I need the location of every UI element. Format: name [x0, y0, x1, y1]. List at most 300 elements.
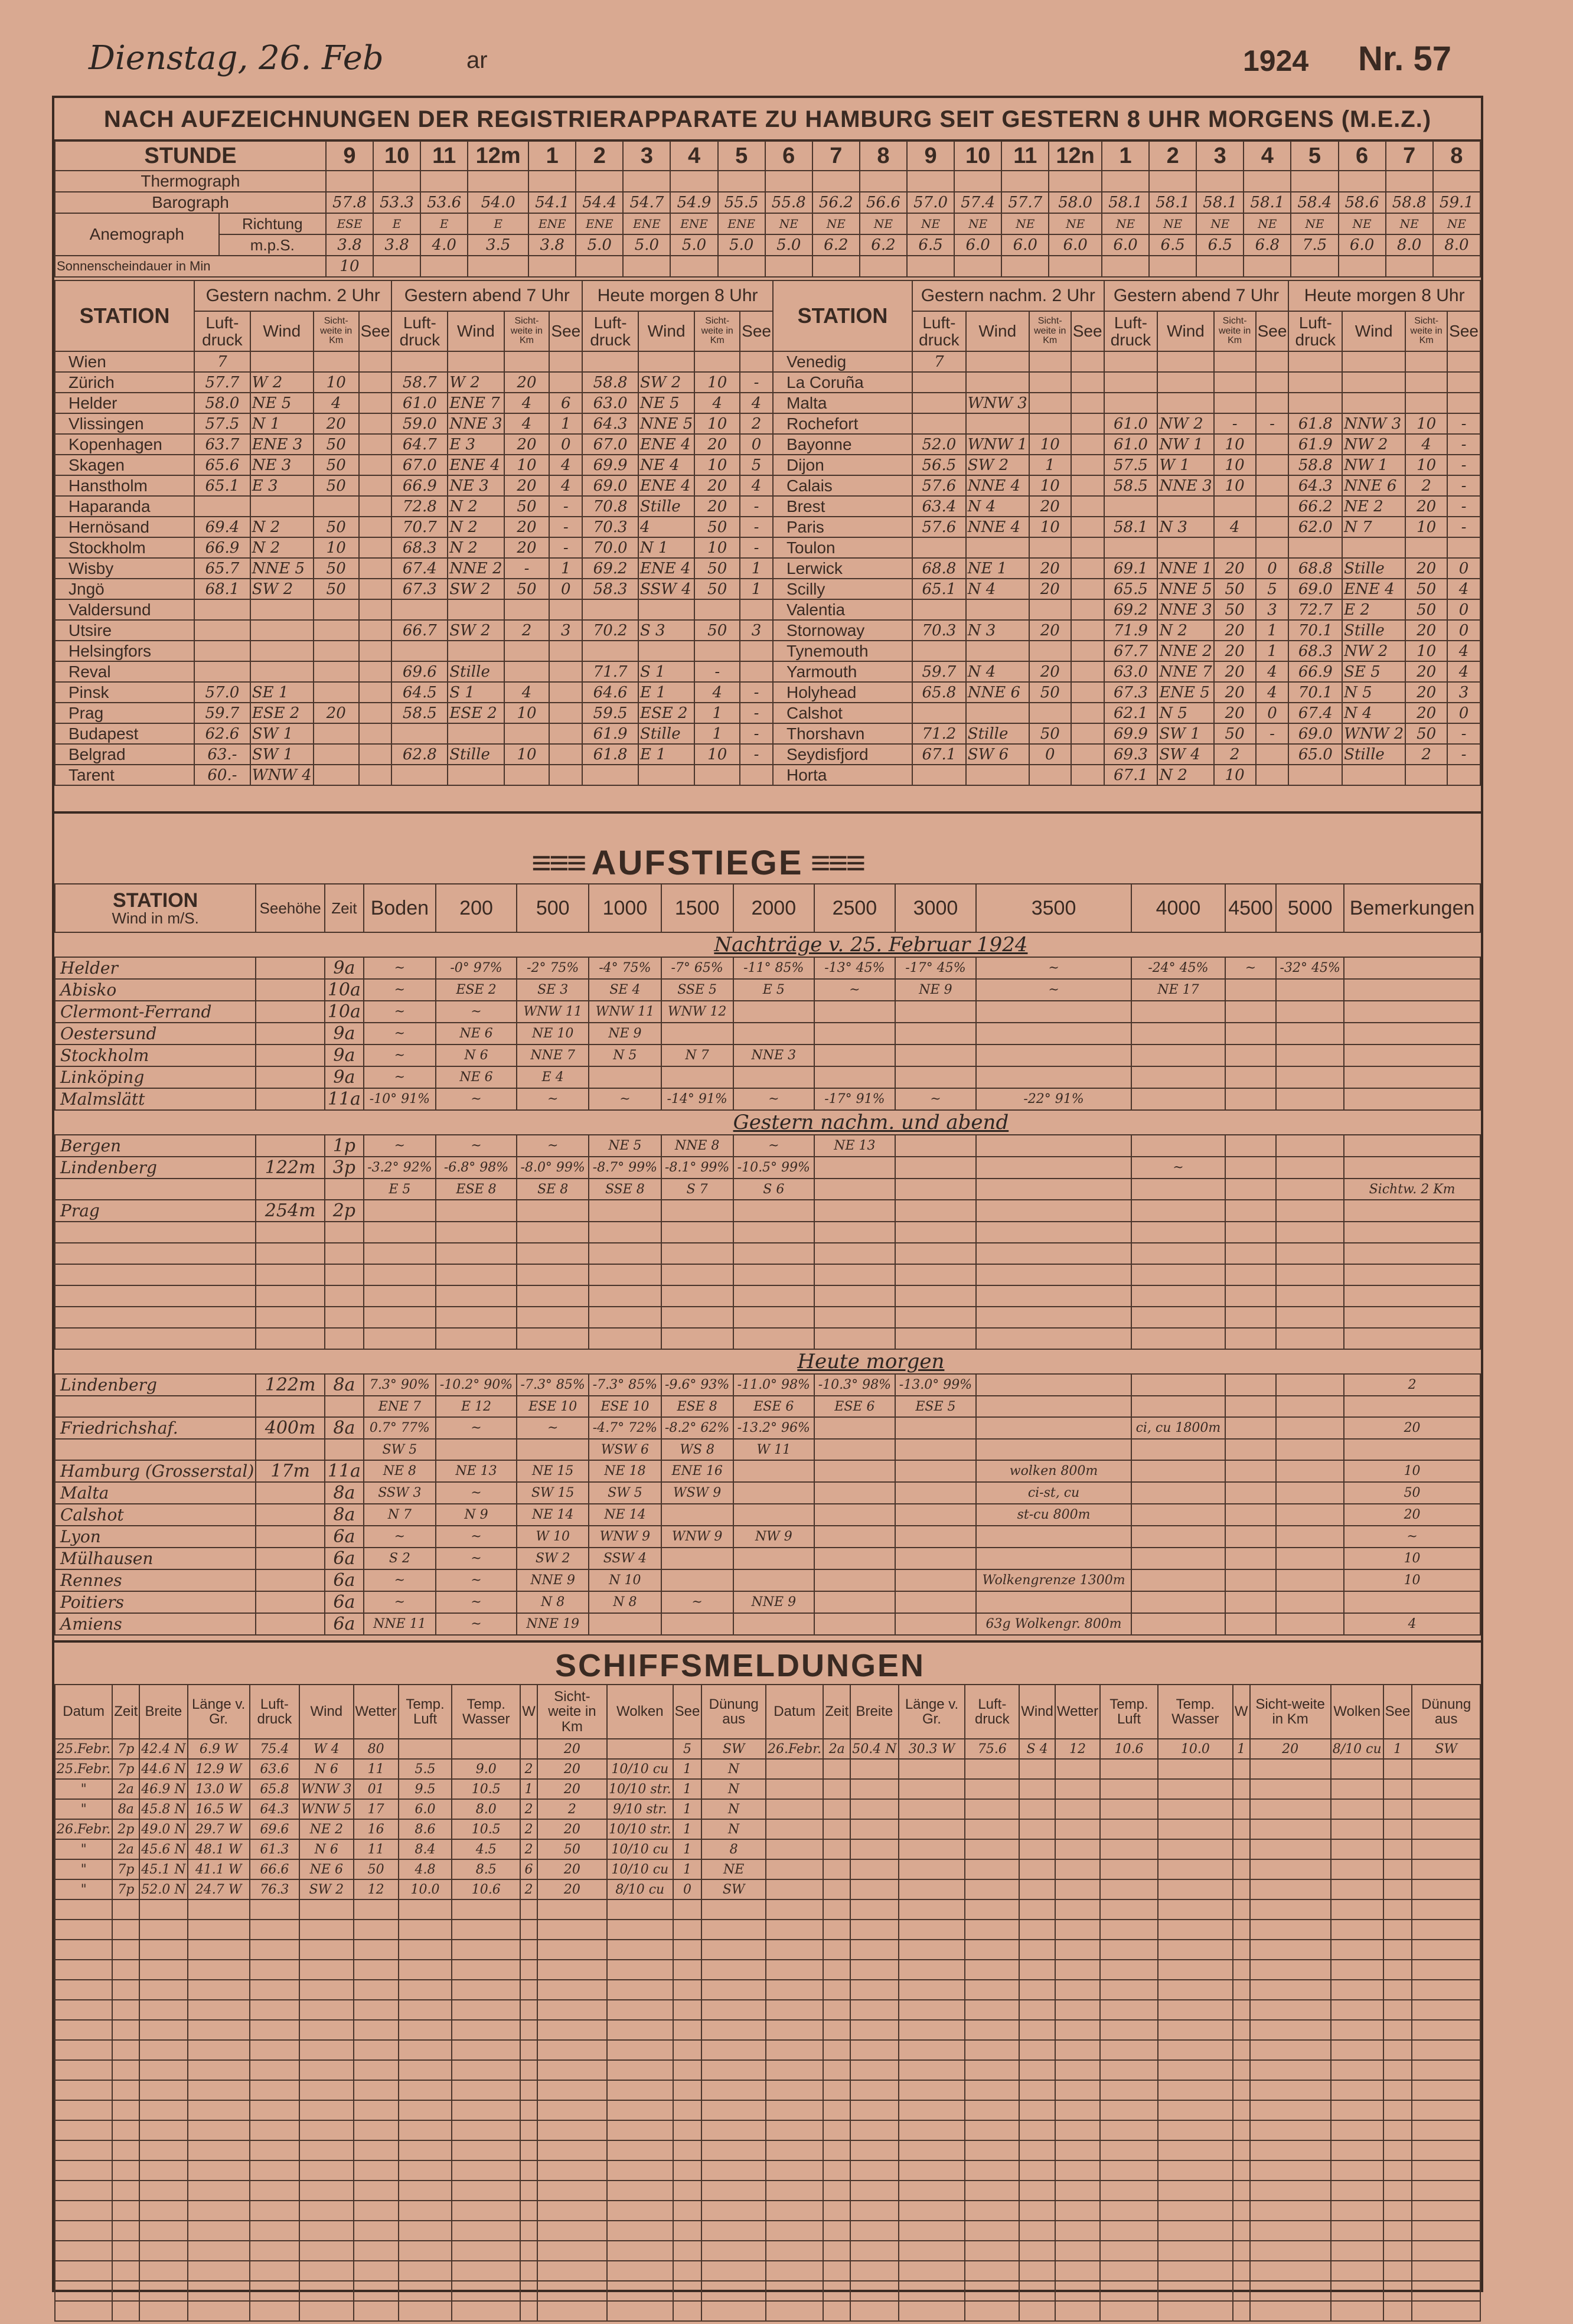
- cell: [965, 1839, 1019, 1859]
- cell: [1131, 1460, 1225, 1482]
- cell: E 4: [517, 1066, 589, 1088]
- cell: [1225, 1460, 1277, 1482]
- cell: [823, 2261, 850, 2281]
- cell: -10.5° 99%: [733, 1157, 814, 1179]
- cell: 56.5: [912, 455, 966, 475]
- cell: [976, 1526, 1131, 1548]
- cell: [1158, 2060, 1233, 2080]
- station-name: [55, 1396, 256, 1417]
- cell: -: [1256, 723, 1289, 744]
- cell: 10/10 str.: [607, 1819, 673, 1839]
- col-header: Wolken: [607, 1685, 673, 1739]
- cell: [1019, 2281, 1055, 2301]
- cell: [899, 1799, 965, 1819]
- aufstiege-row: [55, 1569, 1480, 1591]
- cell: [250, 2261, 299, 2281]
- cell: ~: [436, 1088, 517, 1110]
- cell: [1412, 2301, 1480, 2321]
- cell: -: [694, 661, 740, 682]
- cell: 0: [740, 434, 773, 455]
- aufstiege-row: [55, 1045, 1480, 1066]
- cell: [1383, 1879, 1412, 1899]
- hour-cell: 2: [576, 141, 623, 171]
- ship-row: [766, 2160, 1480, 2181]
- cell: [670, 256, 717, 277]
- cell: [701, 1920, 766, 1940]
- cell: [1331, 1859, 1383, 1879]
- cell: [1233, 2040, 1250, 2060]
- cell: [1331, 1879, 1383, 1899]
- cell: 58.1: [1244, 192, 1291, 213]
- cell: 69.9: [1104, 723, 1158, 744]
- cell: [325, 1179, 364, 1200]
- cell: [1157, 496, 1213, 517]
- cell: [814, 1200, 895, 1222]
- cell: -: [549, 517, 582, 537]
- cell: [299, 1920, 353, 1940]
- cell: [1100, 2120, 1158, 2140]
- cell: [1383, 2140, 1412, 2160]
- cell: [589, 1328, 661, 1349]
- cell: [1029, 413, 1071, 434]
- aufstiege-row: [55, 1135, 1480, 1157]
- cell: 9.0: [452, 1759, 520, 1779]
- cell: [1250, 1960, 1331, 1980]
- cell: 64.3: [582, 413, 638, 434]
- cell: [701, 2000, 766, 2020]
- cell: [1049, 171, 1102, 192]
- cell: [976, 1157, 1131, 1179]
- cell: 4: [694, 682, 740, 703]
- cell: [537, 1960, 607, 1980]
- cell: [1383, 2080, 1412, 2100]
- cell: 20: [694, 475, 740, 496]
- cell: [607, 2000, 673, 2020]
- cell: [661, 1264, 733, 1285]
- cell: 63g Wolkengr. 800m: [976, 1613, 1131, 1635]
- cell: [823, 2060, 850, 2080]
- cell: [256, 1328, 325, 1349]
- cell: NNE 6: [966, 682, 1029, 703]
- cell: 50: [314, 455, 359, 475]
- cell: [504, 661, 550, 682]
- cell: [1412, 2000, 1480, 2020]
- cell: [1344, 1439, 1480, 1460]
- cell: NE 6: [299, 1859, 353, 1879]
- cell: 9/10 str.: [607, 1799, 673, 1819]
- station-row: [773, 434, 1480, 455]
- cell: 20: [1029, 496, 1071, 517]
- cell: WNW 9: [589, 1526, 661, 1548]
- cell: [673, 2221, 702, 2241]
- cell: [899, 1759, 965, 1779]
- cell: [740, 351, 773, 372]
- cell: 57.0: [194, 682, 250, 703]
- note-row: [55, 1110, 1480, 1135]
- cell: [354, 2221, 399, 2241]
- cell: [899, 2301, 965, 2321]
- cell: [899, 1819, 965, 1839]
- cell: [436, 1200, 517, 1222]
- cell: [448, 599, 504, 620]
- cell: [537, 2201, 607, 2221]
- col-header: Wolken: [1331, 1685, 1383, 1739]
- cell: [850, 2020, 898, 2040]
- cell: 61.3: [250, 1839, 299, 1859]
- cell: [1233, 1960, 1250, 1980]
- cell: 58.8: [582, 372, 638, 393]
- station-row: [55, 455, 773, 475]
- cell: [1250, 1899, 1331, 1920]
- cell: 4: [504, 393, 550, 413]
- cell: [976, 1200, 1131, 1222]
- cell: -7° 65%: [661, 957, 733, 979]
- cell: [1250, 1779, 1331, 1799]
- cell: 20: [1214, 703, 1256, 723]
- aufstiege-row: [55, 1088, 1480, 1110]
- cell: -: [1447, 744, 1480, 765]
- station-name: Skagen: [55, 455, 194, 475]
- cell: -: [740, 496, 773, 517]
- cell: [1158, 1899, 1233, 1920]
- cell: [520, 2120, 537, 2140]
- col-header: Wind: [638, 311, 694, 351]
- station-name: [55, 1439, 256, 1460]
- cell: [1250, 2241, 1331, 2261]
- cell: 10: [1214, 475, 1256, 496]
- cell: [1412, 1899, 1480, 1920]
- cell: ~: [436, 1613, 517, 1635]
- cell: 45.8 N: [139, 1799, 187, 1819]
- cell: [452, 2181, 520, 2201]
- cell: ~: [733, 1135, 814, 1157]
- station-row: [55, 372, 773, 393]
- station-row: [773, 413, 1480, 434]
- cell: [694, 641, 740, 661]
- cell: [55, 932, 256, 957]
- ship-row: [766, 1940, 1480, 1960]
- cell: 61.0: [391, 393, 448, 413]
- cell: [250, 2080, 299, 2100]
- cell: [814, 1157, 895, 1179]
- cell: [823, 2100, 850, 2120]
- cell: [112, 2060, 139, 2080]
- ship-row: [766, 1739, 1480, 1759]
- cell: [1291, 256, 1338, 277]
- cell: 62.8: [391, 744, 448, 765]
- cell: [814, 1307, 895, 1328]
- cell: [188, 2080, 250, 2100]
- cell: 8.0: [1386, 234, 1433, 256]
- cell: [895, 1417, 976, 1439]
- cell: 10: [1214, 455, 1256, 475]
- cell: [452, 2140, 520, 2160]
- station-row: [773, 496, 1480, 517]
- cell: [1233, 2201, 1250, 2221]
- cell: [1276, 1001, 1344, 1023]
- cell: [1383, 1899, 1412, 1920]
- cell: [1071, 517, 1104, 537]
- cell: [1383, 1859, 1412, 1879]
- col-header: Wind: [1157, 311, 1213, 351]
- cell: [1331, 1899, 1383, 1920]
- cell: [582, 765, 638, 785]
- cell: WNW 4: [250, 765, 314, 785]
- station-name: Kopenhagen: [55, 434, 194, 455]
- cell: [895, 1526, 976, 1548]
- cell: [55, 2301, 112, 2321]
- year: 1924: [1243, 44, 1309, 77]
- cell: [966, 765, 1029, 785]
- cell: [517, 1328, 589, 1349]
- cell: [1386, 171, 1433, 192]
- cell: [399, 1920, 452, 1940]
- cell: [325, 1222, 364, 1243]
- cell: [823, 2181, 850, 2201]
- cell: [899, 2201, 965, 2221]
- cell: [823, 1879, 850, 1899]
- cell: [391, 641, 448, 661]
- divider: [54, 1640, 1481, 1643]
- group-header: Gestern nachm. 2 Uhr: [194, 280, 391, 311]
- cell: [436, 1264, 517, 1285]
- cell: [1276, 1591, 1344, 1613]
- cell: 6a: [325, 1548, 364, 1569]
- col-header: Wind: [1342, 311, 1405, 351]
- station-row: [773, 599, 1480, 620]
- cell: 57.7: [1001, 192, 1049, 213]
- cell: 6.0: [1049, 234, 1102, 256]
- cell: [607, 2221, 673, 2241]
- cell: 70.7: [391, 517, 448, 537]
- empty-row: [55, 1243, 1480, 1264]
- cell: [740, 765, 773, 785]
- station-name: Paris: [773, 517, 912, 537]
- cell: [112, 2221, 139, 2241]
- cell: [694, 351, 740, 372]
- cell: 8a: [325, 1417, 364, 1439]
- cell: [520, 1940, 537, 1960]
- cell: [1225, 1285, 1277, 1307]
- cell: [1344, 1591, 1480, 1613]
- cell: [589, 1285, 661, 1307]
- cell: 20: [1405, 703, 1447, 723]
- cell: [1071, 661, 1104, 682]
- cell: 10.0: [399, 1879, 452, 1899]
- cell: [1233, 1879, 1250, 1899]
- cell: [504, 723, 550, 744]
- cell: [517, 1200, 589, 1222]
- cell: [399, 2281, 452, 2301]
- cell: [1383, 1920, 1412, 1940]
- cell: [895, 1482, 976, 1504]
- cell: [607, 1960, 673, 1980]
- cell: [1331, 2140, 1383, 2160]
- cell: [256, 1526, 325, 1548]
- cell: [520, 2301, 537, 2321]
- cell: [1225, 1243, 1277, 1264]
- cell: [55, 1285, 256, 1307]
- cell: [364, 1264, 436, 1285]
- hour-cell: 9: [326, 141, 373, 171]
- ship-row: [766, 2140, 1480, 2160]
- ship-row: [766, 2080, 1480, 2100]
- cell: [1383, 2000, 1412, 2020]
- cell: 10: [1029, 434, 1071, 455]
- cell: 58.4: [1291, 192, 1338, 213]
- cell: 80: [354, 1739, 399, 1759]
- cell: 65.5: [1104, 579, 1158, 599]
- cell: [899, 2020, 965, 2040]
- cell: [452, 2261, 520, 2281]
- cell: 8/10 cu: [1331, 1739, 1383, 1759]
- cell: [912, 537, 966, 558]
- cell: -6.8° 98%: [436, 1157, 517, 1179]
- cell: E 2: [1342, 599, 1405, 620]
- cell: SSE 8: [589, 1179, 661, 1200]
- cell: [359, 372, 392, 393]
- cell: ~: [733, 1088, 814, 1110]
- cell: 0: [549, 579, 582, 599]
- cell: [1131, 1023, 1225, 1045]
- group-header: Gestern nachm. 2 Uhr: [912, 280, 1104, 311]
- cell: -: [1447, 413, 1480, 434]
- cell: [1331, 2241, 1383, 2261]
- cell: 7p: [112, 1879, 139, 1899]
- cell: [1412, 1859, 1480, 1879]
- cell: [139, 2181, 187, 2201]
- cell: [661, 1200, 733, 1222]
- cell: [850, 1960, 898, 1980]
- station-name: Amiens: [55, 1613, 256, 1635]
- station-name: Vlissingen: [55, 413, 194, 434]
- col-header: Wind: [966, 311, 1029, 351]
- hourly-table: [54, 141, 1481, 278]
- cell: SW 1: [250, 744, 314, 765]
- cell: [1344, 957, 1480, 979]
- cell: NW 2: [1342, 641, 1405, 661]
- cell: 2a: [112, 1839, 139, 1859]
- cell: [1344, 1200, 1480, 1222]
- cell: [1019, 2120, 1055, 2140]
- cell: [517, 1307, 589, 1328]
- cell: 6.2: [812, 234, 860, 256]
- station-name: Horta: [773, 765, 912, 785]
- cell: [325, 932, 364, 957]
- cell: [912, 765, 966, 785]
- cell: SW: [1412, 1739, 1480, 1759]
- cell: SE 8: [517, 1179, 589, 1200]
- cell: ~: [436, 1569, 517, 1591]
- cell: [299, 2281, 353, 2301]
- cell: [899, 2140, 965, 2160]
- cell: 6a: [325, 1613, 364, 1635]
- cell: -: [740, 703, 773, 723]
- cell: [256, 1110, 325, 1135]
- cell: [766, 2261, 823, 2281]
- cell: [1131, 1264, 1225, 1285]
- cell: [1331, 2060, 1383, 2080]
- cell: Stille: [966, 723, 1029, 744]
- cell: [194, 661, 250, 682]
- cell: [112, 1980, 139, 2000]
- cell: -: [1447, 455, 1480, 475]
- cell: [966, 537, 1029, 558]
- cell: [1331, 2160, 1383, 2181]
- cell: [1019, 2040, 1055, 2060]
- cell: 67.1: [1104, 765, 1158, 785]
- cell: SE 1: [250, 682, 314, 703]
- cell: [1288, 393, 1342, 413]
- cell: [1412, 2020, 1480, 2040]
- cell: N 2: [1157, 765, 1213, 785]
- cell: 67.0: [582, 434, 638, 455]
- ship-row: [55, 2060, 766, 2080]
- cell: [1383, 2181, 1412, 2201]
- col-header: Temp. Wasser: [1158, 1685, 1233, 1739]
- cell: 2: [520, 1879, 537, 1899]
- cell: 67.7: [1104, 641, 1158, 661]
- cell: [1157, 351, 1213, 372]
- cell: 53.3: [373, 192, 420, 213]
- station-name: Valentia: [773, 599, 912, 620]
- cell: [1225, 1200, 1277, 1222]
- cell: [607, 1980, 673, 2000]
- cell: [112, 1960, 139, 1980]
- cell: [1131, 1285, 1225, 1307]
- cell: 65.6: [194, 455, 250, 475]
- col-header: 3500: [976, 884, 1131, 932]
- cell: [823, 2020, 850, 2040]
- empty-row: [55, 1222, 1480, 1243]
- station-name: Stockholm: [55, 537, 194, 558]
- cell: [1100, 1859, 1158, 1879]
- cell: [823, 2160, 850, 2181]
- cell: [359, 744, 392, 765]
- cell: [139, 1920, 187, 1940]
- col-header: Sicht-weite in Km: [1214, 311, 1256, 351]
- cell: 8a: [325, 1482, 364, 1504]
- cell: [1276, 1526, 1344, 1548]
- cell: [55, 2080, 112, 2100]
- cell: 71.2: [912, 723, 966, 744]
- cell: [673, 2201, 702, 2221]
- cell: 6.9 W: [188, 1739, 250, 1759]
- cell: 1: [549, 413, 582, 434]
- cell: [850, 1899, 898, 1920]
- cell: [537, 2080, 607, 2100]
- cell: [589, 1613, 661, 1635]
- cell: [1344, 1307, 1480, 1328]
- cell: [299, 2160, 353, 2181]
- cell: [391, 351, 448, 372]
- cell: [1055, 2221, 1100, 2241]
- cell: [1383, 1759, 1412, 1779]
- cell: [1131, 1526, 1225, 1548]
- cell: [701, 2020, 766, 2040]
- station-table-right: [772, 280, 1481, 786]
- cell: [976, 1222, 1131, 1243]
- cell: NE 14: [589, 1504, 661, 1526]
- cell: [965, 2120, 1019, 2140]
- station-name: Wien: [55, 351, 194, 372]
- cell: [638, 765, 694, 785]
- cell: SW 15: [517, 1482, 589, 1504]
- cell: [607, 2241, 673, 2261]
- cell: 9a: [325, 957, 364, 979]
- cell: [1131, 1307, 1225, 1328]
- cell: ESE 10: [517, 1396, 589, 1417]
